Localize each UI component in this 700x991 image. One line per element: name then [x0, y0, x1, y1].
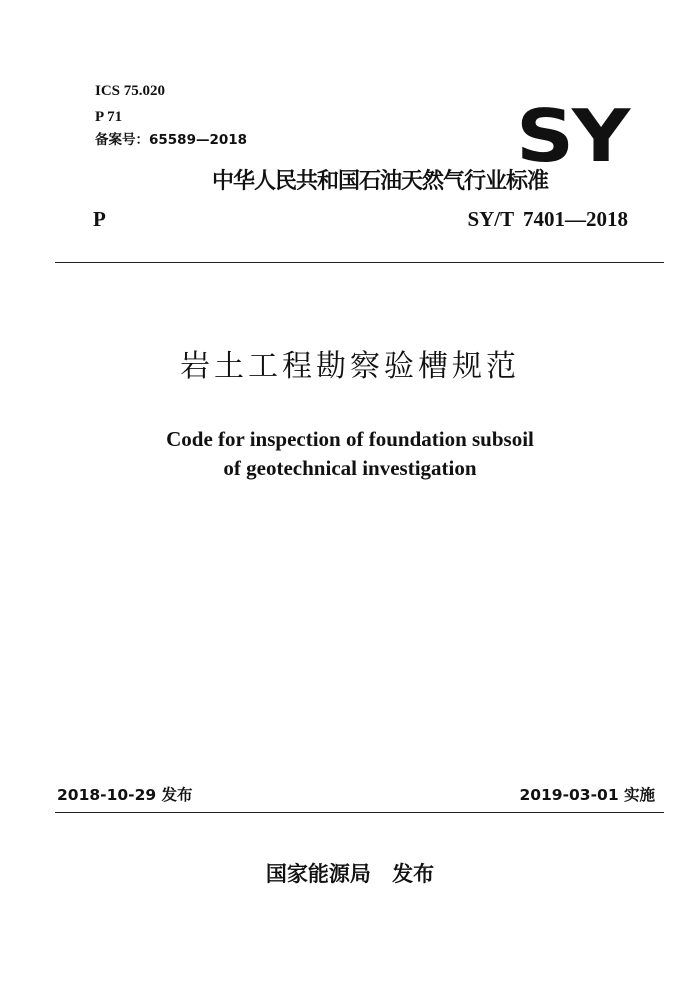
standard-number: SY/T 7401—2018: [467, 207, 628, 231]
issue-date: 2018-10-29 发布: [57, 786, 193, 804]
implementation-date: 2019-03-01 实施: [519, 786, 655, 804]
english-title-line-2: of geotechnical investigation: [223, 456, 477, 480]
issuing-authority: 国家能源局 发布: [265, 862, 435, 886]
chinese-title: 岩土工程勘察验槽规范: [180, 349, 520, 384]
sy-logo: SY: [516, 94, 628, 178]
ccs-code: P 71: [95, 109, 123, 125]
record-number: 备案号：65589—2018: [95, 132, 248, 148]
english-title-line-1: Code for inspection of foundation subsoil: [166, 427, 534, 451]
ics-code: ICS 75.020: [95, 83, 166, 99]
bottom-divider: [55, 812, 664, 813]
standard-type-title: 中华人民共和国石油天然气行业标准: [212, 169, 549, 194]
top-divider: [55, 262, 664, 263]
category-letter: P: [93, 207, 106, 231]
